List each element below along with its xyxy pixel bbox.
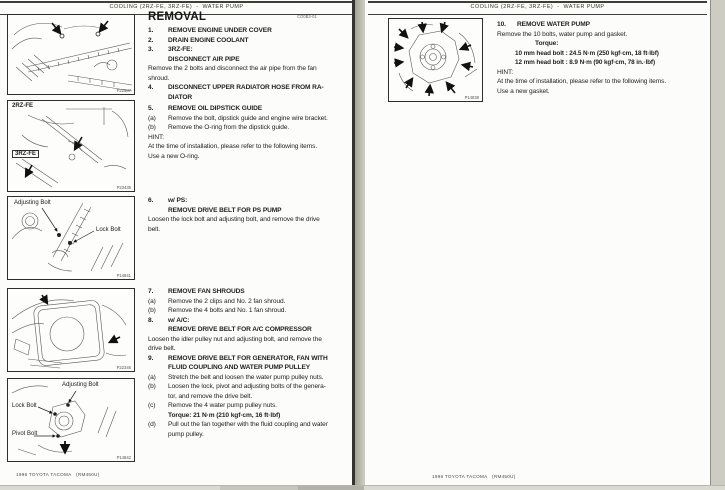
text-line: [148, 354, 354, 364]
step-text: Pull out the fan together with the fluid coupling and water: [168, 421, 328, 428]
text-line: [148, 74, 354, 84]
step-number: (c): [148, 402, 156, 409]
figure-water-pump: [388, 18, 483, 102]
step-text: Remove the O-ring from the dipstick guide.: [168, 124, 290, 131]
text-line: [148, 45, 354, 55]
page-title: REMOVAL: [148, 11, 207, 23]
step-text: Remove the 4 bolts and No. 1 fan shroud.: [168, 307, 287, 314]
figure-label-3rzfe: 3RZ-FE: [12, 150, 39, 158]
step-text: belt.: [148, 225, 160, 233]
procedure-step-5: [148, 104, 354, 161]
step-text: w/ PS:: [168, 197, 188, 204]
text-line: [148, 316, 354, 326]
text-line: [148, 430, 354, 440]
step-number: (b): [148, 124, 156, 131]
step-number: (d): [148, 421, 156, 428]
text-line: [148, 297, 354, 307]
text-line: [148, 373, 354, 383]
step-number: 9.: [148, 354, 154, 362]
text-line: [148, 411, 354, 421]
step-text: At the time of installation, please refer to the following items.: [148, 143, 318, 150]
step-text: REMOVE ENGINE UNDER COVER: [168, 27, 272, 34]
step-number: 5.: [148, 105, 154, 112]
step-number: 3.: [148, 46, 154, 53]
text-line: [148, 225, 354, 235]
step-text: DIATOR: [168, 93, 193, 101]
figure-code: P14838: [464, 95, 479, 100]
ps-belt-illustration: [8, 197, 134, 279]
step-number: (a): [148, 114, 156, 122]
text-line: [497, 87, 710, 97]
step-text: REMOVE DRIVE BELT FOR PS PUMP: [168, 206, 282, 214]
figure-generator-belt: [7, 378, 135, 462]
figure-code: P22587: [116, 88, 131, 93]
step-text: Use a new O-ring.: [148, 152, 200, 160]
procedure-steps-7-9: [148, 287, 354, 439]
step-text: DISCONNECT UPPER RADIATOR HOSE FROM RA-: [168, 84, 324, 91]
step-text: REMOVE DRIVE BELT FOR GENERATOR, FAN WITH: [168, 354, 328, 362]
step-text: REMOVE DRIVE BELT FOR A/C COMPRESSOR: [168, 326, 312, 333]
text-line: [497, 49, 710, 59]
text-line: [497, 30, 710, 40]
procedure-step-10: [497, 20, 710, 96]
page-left-header: COOLING (2RZ-FE, 3RZ-FE) - WATER PUMP: [0, 1, 353, 15]
text-line: [148, 26, 354, 36]
step-text: REMOVE FAN SHROUDS: [168, 288, 245, 295]
text-line: [148, 152, 354, 162]
text-line: [497, 77, 710, 87]
viewer-right-margin: [711, 0, 725, 485]
text-line: [148, 215, 354, 225]
figure-dipstick-guide: [7, 100, 135, 192]
figure-air-pipe: [7, 14, 135, 95]
figure-fan-shroud: [7, 288, 135, 372]
step-text: DISCONNECT AIR PIPE: [168, 55, 240, 63]
step-text: tor, and remove the drive belt.: [168, 392, 253, 400]
air-pipe-illustration: [8, 15, 134, 94]
generator-illustration: [8, 379, 134, 461]
step-text: Loosen the idler pulley nut and adjusting bolt, and remove the: [148, 335, 322, 343]
step-text: 3RZ-FE:: [168, 46, 193, 53]
step-text: Torque: 21 N·m (210 kgf·cm, 16 ft·lbf): [168, 411, 281, 419]
step-text: drive belt.: [148, 345, 176, 352]
text-line: [497, 39, 710, 49]
text-line: [148, 36, 354, 46]
text-line: [497, 68, 710, 78]
scrollbar-thumb-shadow[interactable]: [220, 486, 298, 490]
figure-code: P22346: [116, 365, 131, 370]
step-text: HINT:: [148, 133, 164, 141]
text-line: [148, 142, 354, 152]
figure-code: P14841: [116, 273, 131, 278]
figure-code: P23435: [116, 185, 131, 190]
text-line: [148, 306, 354, 316]
step-text: Remove the 4 water pump pulley nuts.: [168, 402, 277, 409]
text-line: [148, 344, 354, 354]
step-text: At the time of installation, please refer to the following items.: [497, 78, 667, 85]
step-text: Remove the 2 clips and No. 2 fan shroud.: [168, 297, 286, 305]
figure-ps-belt: [7, 196, 135, 280]
step-text: HINT:: [497, 68, 513, 76]
step-text: w/ A/C:: [168, 316, 190, 324]
procedure-steps-1-4: [148, 26, 354, 102]
page-left-footer: 1996 TOYOTA TACOMA (RM450U): [16, 472, 100, 477]
figure-label-lock-bolt: Lock Bolt: [12, 403, 37, 409]
text-line: [148, 55, 354, 65]
step-text: DRAIN ENGINE COOLANT: [168, 36, 249, 44]
text-line: [148, 133, 354, 143]
step-text: REMOVE OIL DIPSTICK GUIDE: [168, 105, 263, 112]
step-number: 4.: [148, 84, 154, 91]
step-text: Stretch the belt and loosen the water pump pulley nuts.: [168, 373, 324, 381]
text-line: [148, 335, 354, 345]
text-line: [148, 287, 354, 297]
text-line: [148, 64, 354, 74]
step-number: 6.: [148, 197, 154, 204]
step-number: 2.: [148, 36, 154, 44]
step-text: Torque:: [535, 40, 559, 47]
step-number: 1.: [148, 27, 154, 34]
text-line: [148, 325, 354, 335]
figure-label-adjusting-bolt: Adjusting Bolt: [14, 200, 51, 206]
text-line: [148, 114, 354, 124]
text-line: [497, 58, 710, 68]
step-number: 10.: [497, 21, 506, 28]
step-number: (b): [148, 383, 156, 390]
text-line: [148, 420, 354, 430]
step-text: Remove the 2 bolts and disconnect the air pipe from the fan: [148, 65, 317, 72]
step-text: Remove the bolt, dipstick guide and engine wire bracket.: [168, 114, 328, 122]
page-right-header: COOLING (2RZ-FE, 3RZ-FE) - WATER PUMP: [368, 1, 707, 15]
step-text: Use a new gasket.: [497, 87, 550, 95]
step-number: (b): [148, 307, 156, 314]
text-line: [148, 196, 354, 206]
text-line: [148, 206, 354, 216]
text-line: [148, 392, 354, 402]
step-text: pump pulley.: [168, 430, 204, 438]
dipstick-guide-illustration: [8, 101, 134, 191]
figure-label-pivot-bolt: Pivot Bolt: [12, 431, 38, 437]
figure-label-lock-bolt: Lock Bolt: [96, 227, 121, 233]
page-gutter-shade: [355, 0, 365, 485]
step-text: shroud.: [148, 74, 170, 82]
section-code: CO0B3-01: [297, 14, 317, 19]
figure-label-adjusting-bolt: Adjusting Bolt: [62, 382, 99, 388]
text-line: [148, 123, 354, 133]
page-right-footer: 1996 TOYOTA TACOMA (RM450U): [432, 474, 516, 479]
water-pump-illustration: [389, 19, 482, 101]
step-number: (a): [148, 373, 156, 381]
step-text: Loosen the lock, pivot and adjusting bolts of the genera-: [168, 383, 326, 390]
figure-label-2rzfe: 2RZ-FE: [12, 103, 33, 109]
text-line: [148, 93, 354, 103]
step-text: Loosen the lock bolt and adjusting bolt, and remove the drive: [148, 216, 320, 223]
step-number: 8.: [148, 316, 154, 324]
text-line: [497, 20, 710, 30]
text-line: [148, 83, 354, 93]
text-line: [148, 104, 354, 114]
step-text: 12 mm head bolt : 8.9 N·m (90 kgf·cm, 78 in.·lbf): [515, 59, 655, 66]
step-text: 10 mm head bolt : 24.5 N·m (250 kgf·cm, 18 ft·lbf): [515, 49, 659, 57]
text-line: [148, 401, 354, 411]
scrollbar-thumb[interactable]: [298, 486, 364, 490]
step-number: 7.: [148, 288, 154, 295]
fan-shroud-illustration: [8, 289, 134, 371]
text-line: [148, 363, 354, 373]
step-number: (a): [148, 297, 156, 305]
text-line: [148, 382, 354, 392]
step-text: FLUID COUPLING AND WATER PUMP PULLEY: [168, 364, 311, 371]
step-text: Remove the 10 bolts, water pump and gasket.: [497, 30, 628, 38]
procedure-step-6: [148, 196, 354, 234]
step-text: REMOVE WATER PUMP: [517, 21, 590, 28]
figure-code: P14842: [116, 455, 131, 460]
